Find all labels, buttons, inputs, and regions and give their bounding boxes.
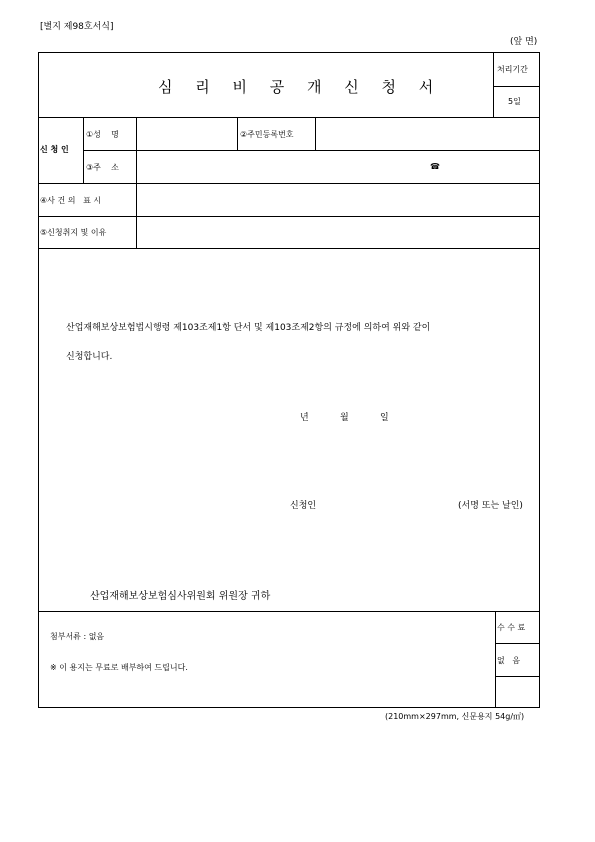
applicant-sign-label: 신청인 [290, 501, 317, 511]
reason-label: ⑤신청취지 및 이유 [40, 228, 107, 237]
date-year: 년 [300, 413, 309, 423]
reason-field[interactable] [137, 217, 539, 247]
divider-processing [493, 86, 540, 87]
attachments-note: 첨부서류 : 없음 [50, 632, 105, 641]
sign-note: (서명 또는 날인) [458, 501, 523, 511]
divider-applicant-col [83, 117, 84, 183]
date-day: 일 [380, 413, 389, 423]
statement-line-2: 신청합니다. [66, 352, 113, 362]
divider-name-value-col [237, 117, 238, 150]
fee-value: 없 음 [497, 656, 521, 665]
paper-spec: (210mm×297mm, 신문용지 54g/㎡) [385, 712, 525, 721]
date-month: 월 [340, 413, 349, 423]
fee-label: 수 수 료 [497, 623, 526, 632]
divider-fee-label [495, 643, 540, 644]
form-title: 심 리 비 공 개 신 청 서 [158, 78, 443, 96]
recipient-line: 산업재해보상보험심사위원회 위원장 귀하 [90, 591, 271, 602]
case-label: ④사 건 의 표 시 [40, 196, 102, 205]
name-label: ①성 명 [86, 130, 119, 139]
phone-icon: ☎ [430, 162, 440, 171]
statement-line-1: 산업재해보상보험법시행령 제103조제1항 단서 및 제103조제2항의 규정에 의하여 위와 같이 [66, 323, 431, 333]
address-label: ③주 소 [86, 163, 119, 172]
divider-fee-col [495, 611, 496, 708]
divider-processing-col [493, 52, 494, 117]
name-field[interactable] [137, 118, 236, 149]
free-distribution-notice: ※ 이 용지는 무료로 배부하여 드립니다. [50, 663, 188, 672]
resident-id-field[interactable] [316, 118, 539, 149]
processing-period-value: 5일 [508, 97, 521, 106]
divider-statement-bottom [38, 611, 540, 612]
resident-id-label: ②주민등록번호 [240, 130, 294, 139]
case-field[interactable] [137, 184, 539, 215]
address-field[interactable] [137, 151, 539, 182]
applicant-section-label: 신 청 인 [40, 145, 69, 154]
processing-period-label: 처리기간 [497, 65, 528, 74]
page-side-label: (앞 면) [510, 37, 538, 47]
divider-reason-row [38, 248, 540, 249]
divider-fee-value [495, 676, 540, 677]
form-number-label: [별지 제98호서식] [40, 22, 114, 32]
